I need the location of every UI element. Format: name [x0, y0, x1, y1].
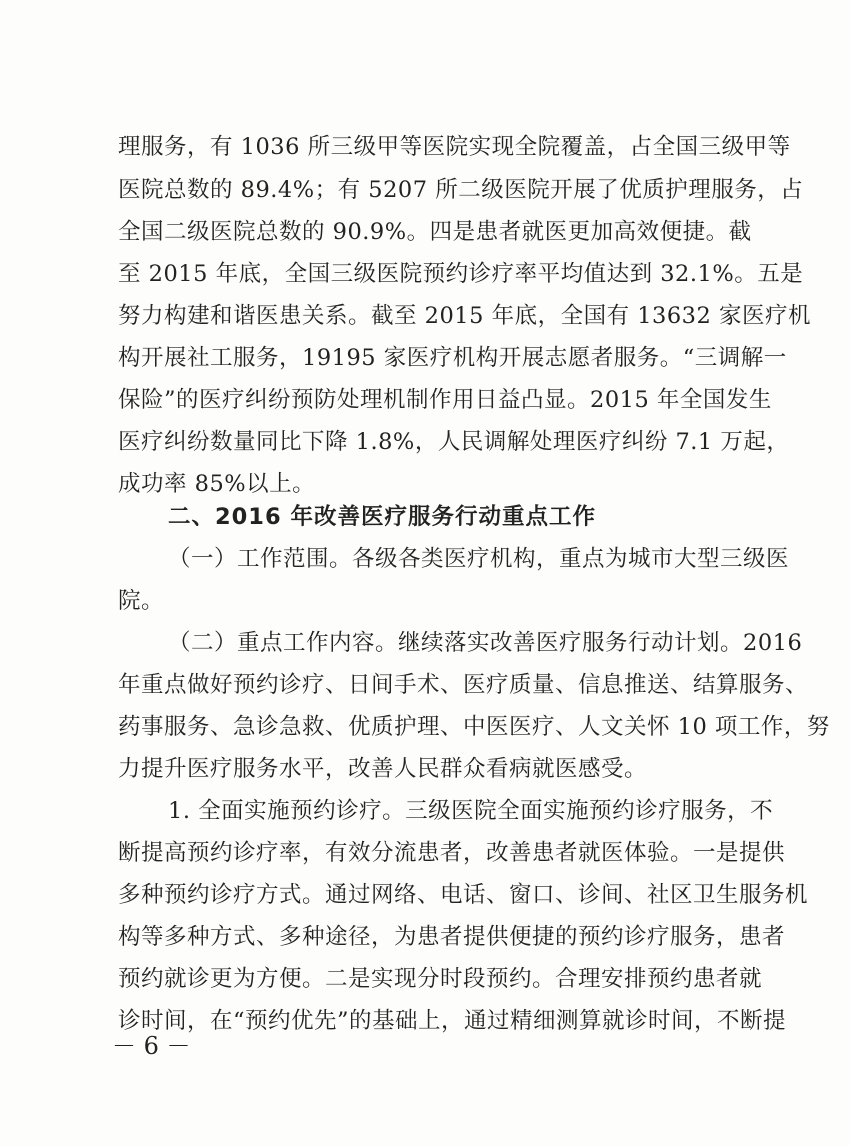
section-heading: 二、2016 年改善医疗服务行动重点工作: [168, 504, 596, 530]
paragraph-line-11: （一）工作范围。各级各类医疗机构，重点为城市大型三级医: [168, 546, 790, 572]
paragraph-line-19: 多种预约诊疗方式。通过网络、电话、窗口、诊间、社区卫生服务机: [118, 882, 809, 908]
paragraph-line-1: 理服务，有 1036 所三级甲等医院实现全院覆盖，占全国三级甲等: [118, 134, 791, 160]
paragraph-line-2: 医院总数的 89.4%；有 5207 所二级医院开展了优质护理服务，占: [118, 177, 804, 203]
paragraph-line-22: 诊时间，在“预约优先”的基础上，通过精细测算就诊时间，不断提: [118, 1008, 787, 1034]
paragraph-line-9: 成功率 85%以上。: [118, 471, 316, 497]
paragraph-line-5: 努力构建和谐医患关系。截至 2015 年底，全国有 13632 家医疗机: [118, 303, 811, 329]
paragraph-line-6: 构开展社工服务，19195 家医疗机构开展志愿者服务。“三调解一: [118, 345, 787, 371]
paragraph-line-20: 构等多种方式、多种途径，为患者提供便捷的预约诊疗服务，患者: [118, 924, 786, 950]
paragraph-line-21: 预约就诊更为方便。二是实现分时段预约。合理安排预约患者就: [118, 966, 763, 992]
page-number: － 6 －: [112, 1032, 191, 1060]
paragraph-line-16: 力提升医疗服务水平，改善人民群众看病就医感受。: [118, 756, 648, 782]
paragraph-line-4: 至 2015 年底，全国三级医院预约诊疗率平均值达到 32.1%。五是: [118, 261, 804, 287]
paragraph-line-3: 全国二级医院总数的 90.9%。四是患者就医更加高效便捷。截: [118, 219, 752, 245]
paragraph-line-7: 保险”的医疗纠纷预防处理机制作用日益凸显。2015 年全国发生: [118, 387, 772, 413]
paragraph-line-13: （二）重点工作内容。继续落实改善医疗服务行动计划。2016: [168, 630, 803, 656]
paragraph-line-12: 院。: [118, 588, 165, 614]
paragraph-line-14: 年重点做好预约诊疗、日间手术、医疗质量、信息推送、结算服务、: [118, 672, 809, 698]
paragraph-line-8: 医疗纠纷数量同比下降 1.8%，人民调解处理医疗纠纷 7.1 万起，: [118, 429, 790, 455]
paragraph-line-18: 断提高预约诊疗率，有效分流患者，改善患者就医体验。一是提供: [118, 840, 786, 866]
paragraph-line-17: 1. 全面实施预约诊疗。三级医院全面实施预约诊疗服务，不: [168, 798, 774, 824]
paragraph-line-15: 药事服务、急诊急救、优质护理、中医医疗、人文关怀 10 项工作，努: [118, 714, 830, 740]
